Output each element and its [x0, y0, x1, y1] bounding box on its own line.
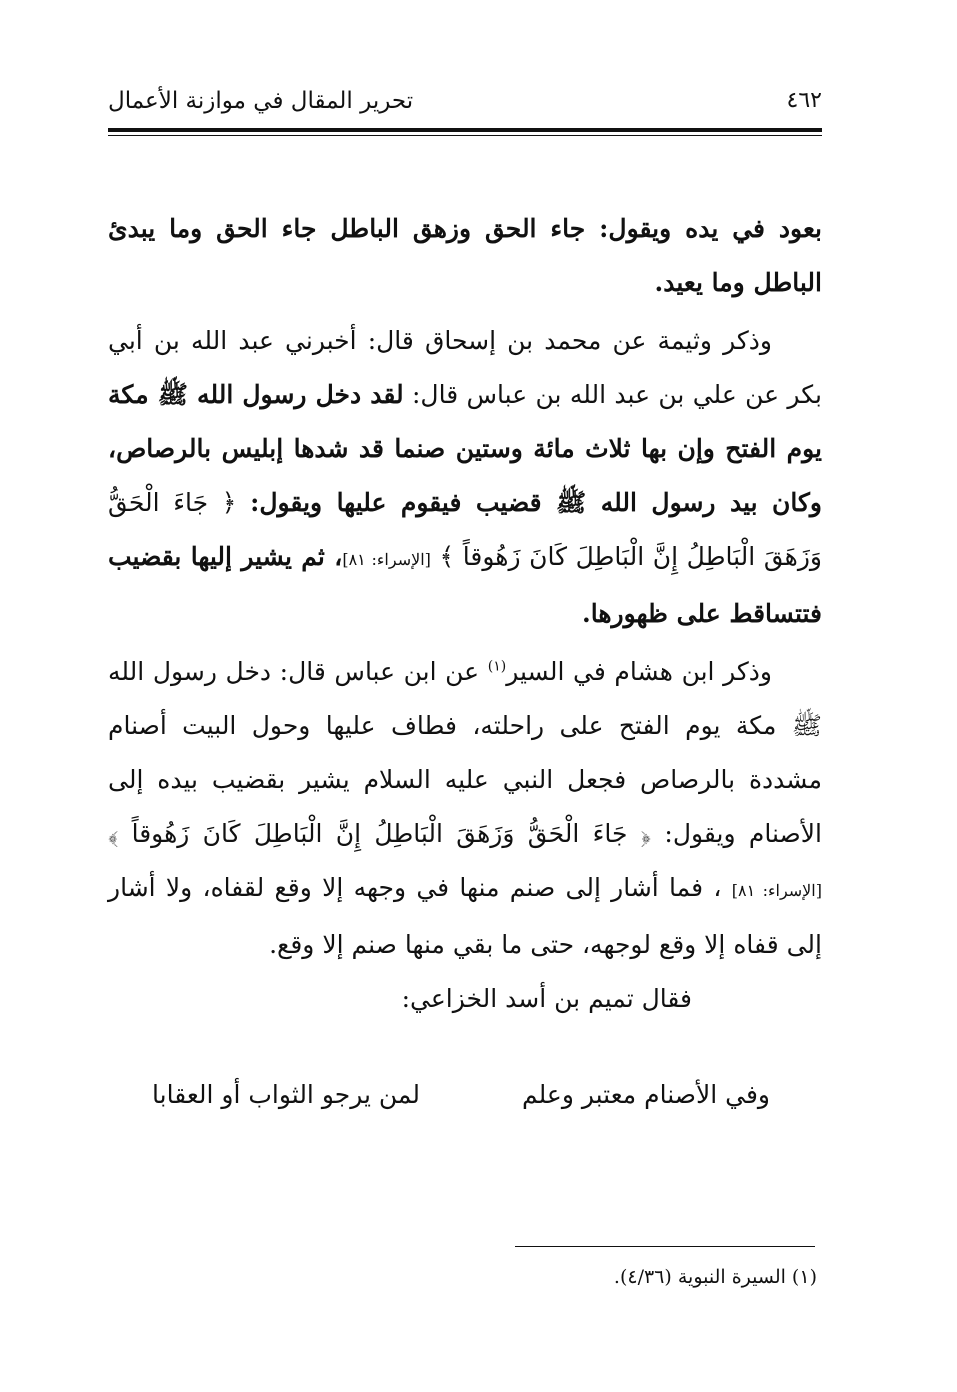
poem-intro: فقال تميم بن أسد الخزاعي:	[401, 984, 692, 1013]
quran-verse: ﴿ جَاءَ الْحَقُّ وَزَهَقَ الْبَاطِلُ إِنَّ الْبَاطِلَ كَانَ زَهُوقاً ﴾	[108, 488, 822, 571]
poem-hemistich-first: وفي الأصنام معتبر وعلم	[521, 1080, 770, 1109]
quran-verse: ﴿ جَاءَ الْحَقُّ وَزَهَقَ الْبَاطِلُ إِنَّ الْبَاطِلَ كَانَ زَهُوقاً ﴾	[108, 819, 665, 848]
paragraph3-text1: عن ابن عباس قال: دخل رسول الله ﷺ مكة يوم الفتح على راحلته، فطاف عليها وحول البيت أصنام مشددة بالرصاص فجعل النبي عليه السلام يشير بقضيب بيده إلى الأصنام ويقول:	[108, 657, 822, 848]
verse-reference: [الإسراء: ٨١]	[342, 550, 431, 569]
paragraph1-line2: وما يعيد.	[654, 268, 745, 297]
running-header	[108, 86, 822, 126]
paragraph-continuation	[108, 202, 822, 310]
book-title: تحرير المقال في موازنة الأعمال	[108, 88, 414, 114]
page-number: ٤٦٢	[786, 88, 822, 113]
footnote-text: (١) السيرة النبوية (٤/٣٦).	[613, 1266, 817, 1288]
paragraph-wathima	[108, 314, 822, 641]
paragraph2-bold-quote: لقد دخل رسول الله ﷺ مكة يوم الفتح وإن بها ثلاث مائة وستين صنما قد شدها إبليس بالرصاص، وكان بيد رسول الله ﷺ قضيب فيقوم عليها ويقول:	[108, 380, 822, 517]
footnote-marker[interactable]: (١)	[487, 658, 507, 675]
paragraph-ibn-hisham	[108, 645, 822, 972]
main-text	[108, 202, 822, 1026]
header-rule-thin	[108, 135, 822, 136]
paragraph3-text2: ، فما أشار إلى صنم منها في وجهه إلا وقع لقفاه، ولا أشار إلى قفاه إلا وقع لوجهه، حتى ما بقي منها صنم إلا وقع.	[108, 873, 822, 959]
paragraph1-line1: بعود في يده ويقول: جاء الحق وزهق الباطل جاء الحق وما يبدئ الباطل	[108, 214, 822, 297]
paragraph3-intro: وذكر ابن هشام في السير	[506, 657, 773, 686]
paragraph2-bold-ending: ، ثم يشير إليها بقضيب فتتساقط على ظهورها.	[108, 542, 822, 628]
paragraph2-intro: وذكر وثيمة عن محمد بن إسحاق قال: أخبرني عبد الله بن أبي بكر عن علي بن عبد الله بن عباس قال:	[108, 326, 822, 409]
footnote-rule	[515, 1246, 815, 1247]
poem-verse	[108, 1080, 822, 1130]
header-rule-thick	[108, 128, 822, 132]
verse-reference: [الإسراء: ٨١]	[731, 881, 822, 900]
poem-hemistich-second: لمن يرجو الثواب أو العقابا	[152, 1080, 420, 1109]
